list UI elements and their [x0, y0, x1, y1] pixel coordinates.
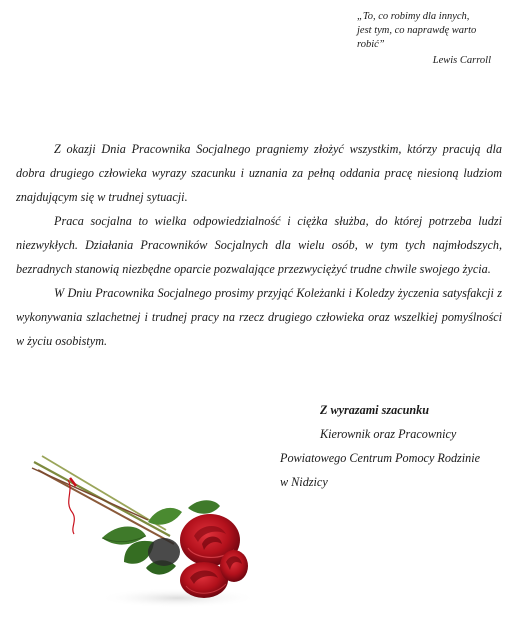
signature-line-2: Powiatowego Centrum Pomocy Rodzinie — [280, 451, 481, 465]
closing-phrase: Z wyrazami szacunku — [320, 403, 430, 417]
paragraph-2: Praca socjalna to wielka odpowiedzialność i ciężka służba, do której potrzeba ludzi niezwykłych. Działania Pracowników Socjalnych dla wielu osób, w tym tych najmłodszych, bezradnych stanowią niezbędne oparcie pozwalające przezwyciężyć trudne chwile swojego życia. — [16, 214, 502, 276]
quote-line-3: robić” — [357, 39, 385, 50]
quote-author: Lewis Carroll — [432, 55, 491, 66]
paragraph-3: W Dniu Pracownika Socjalnego prosimy przyjąć Koleżanki i Koledzy życzenia satysfakcji z wykonywania szlachetnej i trudnej pracy na rzecz drugiego człowieka oraz wszelkiej pomyślności w życiu osobistym. — [16, 286, 502, 348]
quote-line-2: jest tym, co naprawdę warto — [357, 25, 477, 36]
paragraph-1: Z okazji Dnia Pracownika Socjalnego pragniemy złożyć wszystkim, którzy pracują dla dobra drugiego człowieka wyrazy szacunku i uznania za pełną oddania pracę niesioną ludziom znajdującym się w trudnej sytuacji. — [16, 142, 502, 204]
signature-line-3: w Nidzicy — [280, 475, 328, 489]
red-roses-bouquet-icon — [28, 450, 258, 610]
signature-block — [280, 398, 510, 494]
motto-quote — [357, 10, 517, 68]
signature-line-1: Kierownik oraz Pracownicy — [320, 427, 457, 441]
quote-line-1: „To, co robimy dla innych, — [357, 11, 470, 22]
letter-body — [16, 137, 502, 353]
